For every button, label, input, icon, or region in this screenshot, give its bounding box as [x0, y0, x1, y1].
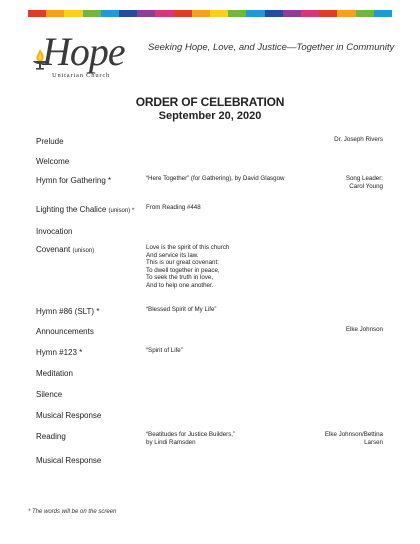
order-item-title: Hymn #123 * [36, 348, 83, 357]
color-stripe-segment [265, 10, 283, 17]
order-item-description: Love is the spirit of this church And service its law. This is our great covenant: To dwell together in peace, To seek the truth in love, And to help one another. [146, 244, 230, 289]
color-stripe-segment [283, 10, 301, 17]
order-item-label [36, 411, 101, 420]
color-stripe-segment [210, 10, 228, 17]
logo-wordmark: Hope [42, 29, 125, 74]
order-item-title: Lighting the Chalice [36, 205, 109, 214]
order-item-label [36, 227, 72, 236]
color-stripe-segment [119, 10, 137, 17]
order-item-leader: Dr. Joseph Rivers [334, 136, 383, 143]
order-item-label [36, 456, 101, 465]
color-stripe-segment [301, 10, 319, 17]
color-stripe-segment [64, 10, 82, 17]
color-stripe-segment [46, 10, 64, 17]
service-date: September 20, 2020 [158, 110, 262, 122]
order-item-label [36, 307, 99, 316]
color-stripe-segment [246, 10, 264, 17]
tagline: Seeking Hope, Love, and Justice—Together in Community [148, 42, 395, 53]
logo-subtitle: Unitarian Church [52, 72, 111, 79]
order-item-leader: Elke Johnson/Bettina Larsen [324, 431, 383, 446]
order-item-title: Silence [36, 390, 63, 399]
order-item-label [36, 157, 69, 166]
order-item-title: Hymn for Gathering * [36, 176, 112, 185]
order-item-title: Hymn #86 (SLT) * [36, 307, 100, 316]
order-item-note: (unison) [72, 248, 95, 254]
color-stripe-bar [28, 10, 392, 17]
order-item-title: Meditation [36, 369, 73, 378]
color-stripe-segment [374, 10, 392, 17]
color-stripe-segment [101, 10, 119, 17]
color-stripe-segment [228, 10, 246, 17]
order-item-label [36, 245, 94, 254]
color-stripe-segment [356, 10, 374, 17]
order-item-title: Reading [36, 432, 66, 441]
order-item-leader: Song Leader: Carol Young [345, 175, 383, 190]
order-item-title: Invocation [36, 227, 73, 236]
order-item-description: From Reading #448 [146, 204, 201, 211]
order-item-title: Announcements [36, 327, 94, 336]
order-item-label [36, 205, 134, 214]
order-item-label [36, 327, 94, 336]
color-stripe-segment [155, 10, 173, 17]
order-item-label [36, 390, 62, 399]
order-item-label [36, 348, 82, 357]
order-item-label [36, 137, 64, 146]
order-item-description: “Blessed Spirit of My Life” [146, 306, 217, 313]
order-item-description: “Spirit of Life” [146, 347, 183, 354]
order-item-title: Musical Response [36, 411, 102, 420]
order-item-leader: Elke Johnson [345, 326, 383, 333]
order-item-label [36, 369, 73, 378]
order-item-label [36, 432, 66, 441]
color-stripe-segment [174, 10, 192, 17]
order-item-note: (unison) * [108, 208, 135, 214]
color-stripe-segment [83, 10, 101, 17]
color-stripe-segment [337, 10, 355, 17]
order-item-title: Musical Response [36, 456, 102, 465]
order-item-title: Prelude [36, 137, 64, 146]
order-item-title: Welcome [36, 157, 70, 166]
color-stripe-segment [28, 10, 46, 17]
color-stripe-segment [319, 10, 337, 17]
order-item-description: “Beatitudes for Justice Builders,” by Lindi Ramsden [146, 431, 236, 446]
order-item-description: “Here Together” (for Gathering), by David Glasgow [146, 175, 285, 182]
footnote: * The words will be on the screen [28, 509, 117, 515]
page-title: ORDER OF CELEBRATION [135, 95, 285, 109]
order-item-label [36, 176, 111, 185]
color-stripe-segment [137, 10, 155, 17]
order-item-title: Covenant [36, 245, 73, 254]
church-logo [30, 29, 142, 82]
color-stripe-segment [192, 10, 210, 17]
